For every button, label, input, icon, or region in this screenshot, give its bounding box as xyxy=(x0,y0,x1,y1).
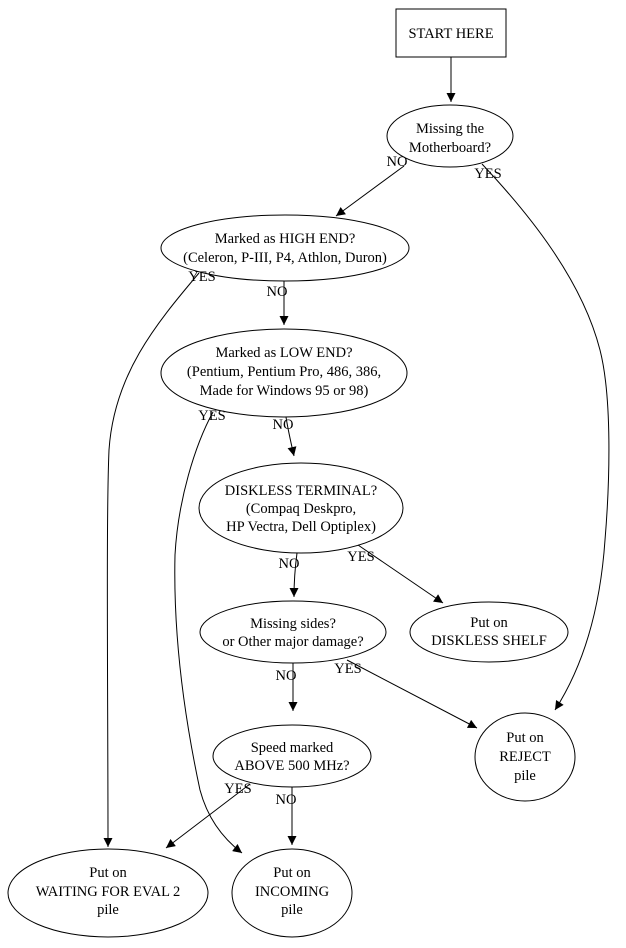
edge-label-no: NO xyxy=(386,154,408,170)
node-label-line: Speed marked xyxy=(250,740,334,756)
edge-motherboard-no-to-highend xyxy=(336,166,404,216)
node-label-line: Motherboard? xyxy=(408,140,492,156)
node-incoming-pile xyxy=(232,849,352,937)
edge-label-yes: YES xyxy=(334,661,362,677)
edge-label-no: NO xyxy=(278,556,300,572)
edge-label-yes: YES xyxy=(198,408,226,424)
node-label-line: pile xyxy=(514,768,536,784)
node-label-line: pile xyxy=(97,902,119,918)
terminal-ellipse xyxy=(410,602,568,662)
node-label-line: Made for Windows 95 or 98) xyxy=(199,383,369,399)
edge-label-yes: YES xyxy=(224,781,252,797)
decision-ellipse xyxy=(200,601,386,663)
edge-label-yes: YES xyxy=(474,166,502,182)
node-label-line: Marked as LOW END? xyxy=(215,345,353,361)
node-start-here xyxy=(396,9,506,57)
node-waiting-eval2-pile xyxy=(8,849,208,937)
node-marked-high-end xyxy=(161,215,409,281)
node-diskless-terminal xyxy=(199,463,403,553)
edge-label-no: NO xyxy=(266,284,288,300)
node-label-line: Missing sides? xyxy=(250,616,336,632)
node-label-line: Put on xyxy=(89,865,127,881)
node-label-line: (Pentium, Pentium Pro, 486, 386, xyxy=(186,364,382,380)
node-speed-marked xyxy=(213,725,371,787)
node-label-line: pile xyxy=(281,902,303,918)
edge-label-yes: YES xyxy=(188,269,216,285)
node-label-line: ABOVE 500 MHz? xyxy=(234,758,350,774)
edge-label-no: NO xyxy=(275,668,297,684)
node-label-line: REJECT xyxy=(499,749,551,765)
node-label-line: Put on xyxy=(506,730,544,746)
node-label-line: DISKLESS SHELF xyxy=(431,633,547,649)
node-label-line: Put on xyxy=(273,865,311,881)
edge-label-no: NO xyxy=(275,792,297,808)
edge-missingsides-yes-to-reject xyxy=(347,660,477,728)
node-reject-pile xyxy=(475,713,575,801)
node-label-line: INCOMING xyxy=(254,884,330,900)
decision-ellipse xyxy=(213,725,371,787)
node-missing-motherboard xyxy=(387,105,513,167)
edge-highend-yes-to-waiting xyxy=(107,273,199,847)
node-label-line: HP Vectra, Dell Optiplex) xyxy=(226,519,376,535)
node-label-line: Marked as HIGH END? xyxy=(214,231,356,247)
node-marked-low-end xyxy=(161,329,407,417)
node-label: START HERE xyxy=(408,26,494,42)
node-label-line: WAITING FOR EVAL 2 xyxy=(35,884,181,900)
edge-label-no: NO xyxy=(272,417,294,433)
node-label-line: Missing the xyxy=(415,121,485,137)
edge-label-yes: YES xyxy=(347,549,375,565)
node-label-line: (Compaq Deskpro, xyxy=(245,501,357,517)
node-label-line: Put on xyxy=(470,615,508,631)
node-label-line: DISKLESS TERMINAL? xyxy=(224,483,378,499)
node-label-line: or Other major damage? xyxy=(222,634,364,650)
decision-ellipse xyxy=(161,215,409,281)
node-missing-sides xyxy=(200,601,386,663)
node-label-line: (Celeron, P-III, P4, Athlon, Duron) xyxy=(183,250,387,266)
node-diskless-shelf xyxy=(410,602,568,662)
